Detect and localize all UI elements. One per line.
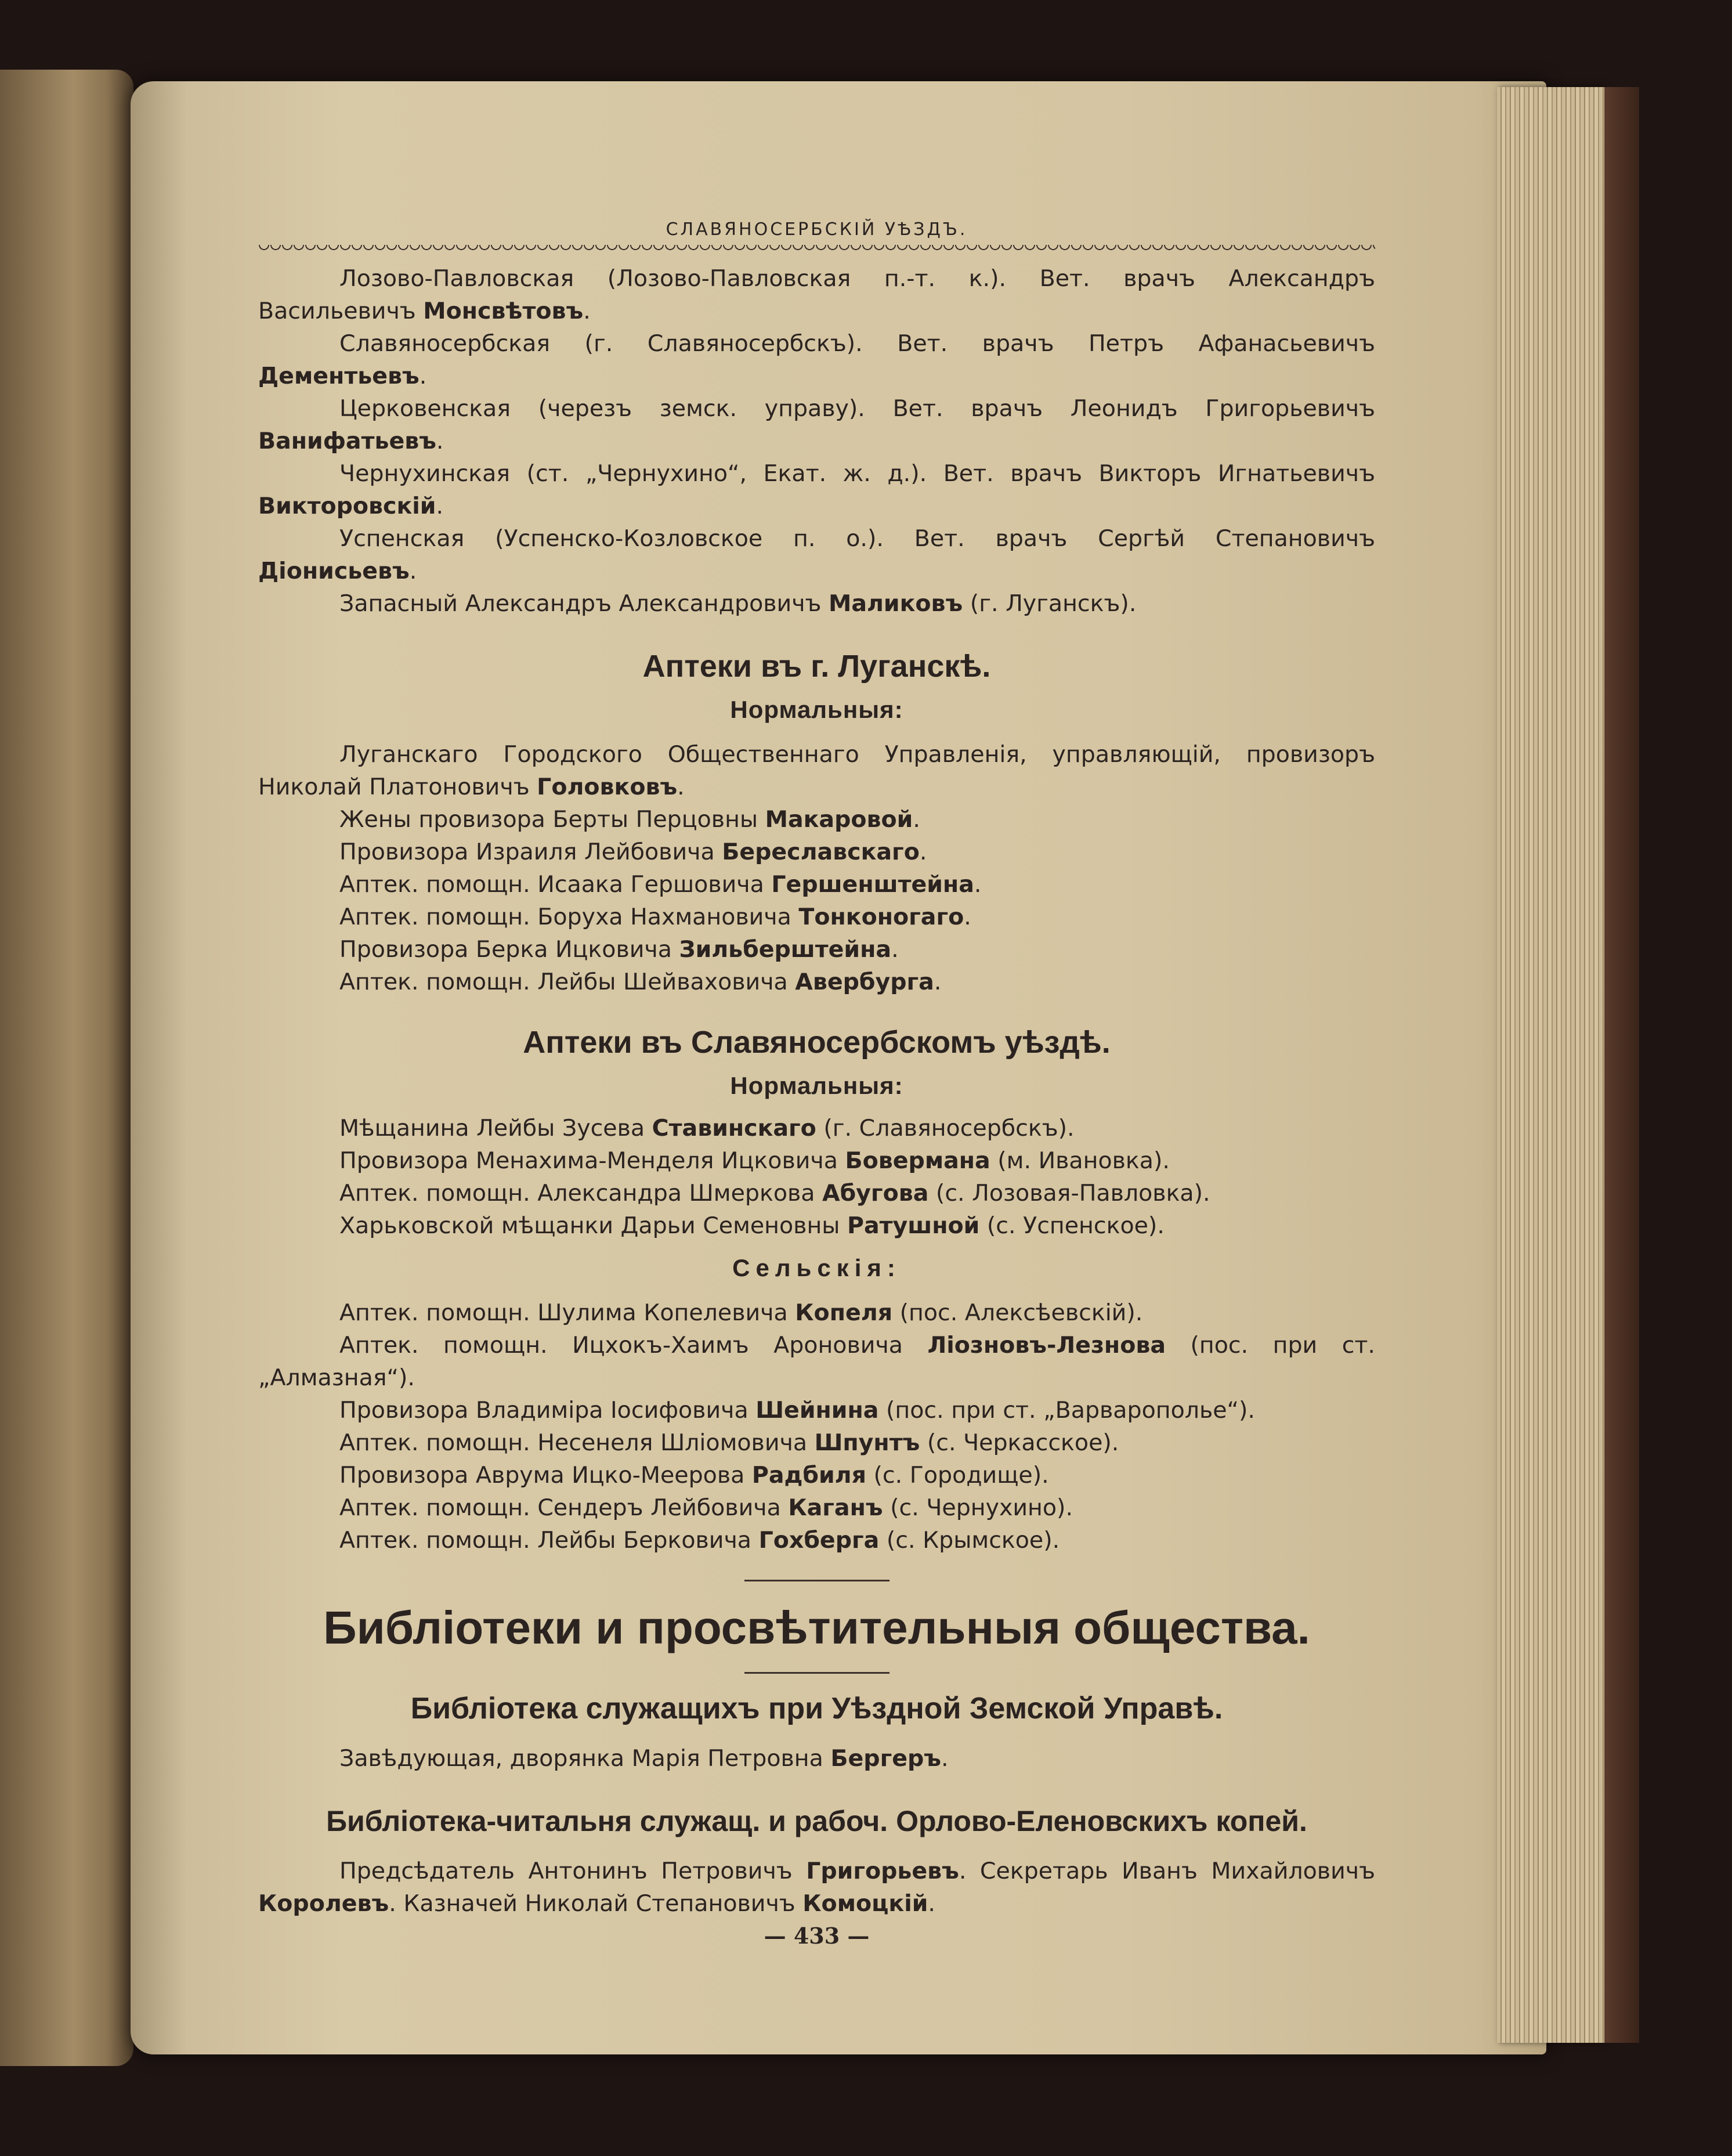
library-entry: Предсѣдатель Антонинъ Петровичъ Григорьевъ. Секретарь Иванъ Михайловичъ Королевъ. Казначей Николай Степановичъ Комоцкій. xyxy=(258,1858,1375,1917)
section-heading-libraries: Библіотеки и просвѣтительныя общества. xyxy=(323,1602,1310,1653)
page-content xyxy=(258,215,1375,1991)
vet-entry: Славяносербская (г. Славяносербскъ). Вет. врачъ Петръ Афанасьевичъ Дементьевъ. xyxy=(258,330,1375,389)
page-stack-edges xyxy=(1497,87,1604,2043)
pharmacy-entry: Луганскаго Городского Общественнаго Управленія, управляющій, провизоръ Николай Платоновичъ Головковъ. xyxy=(258,741,1375,800)
pharmacy-entry: Провизора Аврума Ицко-Меерова Радбиля (с. Городище). xyxy=(339,1462,1049,1489)
pharmacy-entry: Аптек. помощн. Александра Шмеркова Абугова (с. Лозовая-Павловка). xyxy=(339,1180,1210,1207)
left-page-edge xyxy=(0,70,133,2066)
book-cover-edge xyxy=(1604,87,1639,2043)
library-title: Библіотека служащихъ при Уѣздной Земской Управѣ. xyxy=(410,1692,1223,1725)
pharmacy-entry: Аптек. помощн. Сендеръ Лейбовича Каганъ (с. Чернухино). xyxy=(339,1494,1073,1521)
wavy-rule xyxy=(258,245,1375,257)
subheading-normal: Нормальныя: xyxy=(730,696,903,723)
section-heading-lugansk: Аптеки въ г. Луганскѣ. xyxy=(642,649,991,684)
pharmacy-entry: Жены провизора Берты Перцовны Макаровой. xyxy=(339,806,920,833)
pharmacy-entry: Харьковской мѣщанки Дарьи Семеновны Ратушной (с. Успенское). xyxy=(339,1212,1165,1239)
page-number: — 433 — xyxy=(764,1923,870,1949)
pharmacy-entry: Аптек. помощн. Шулима Копелевича Копеля (пос. Алексѣевскій). xyxy=(339,1299,1143,1326)
subheading-normal: Нормальныя: xyxy=(730,1072,903,1099)
pharmacy-entry: Аптек. помощн. Лейбы Шейваховича Авербурга. xyxy=(339,969,942,995)
library-title: Библіотека-читальня служащ. и рабоч. Орлово-Еленовскихъ копей. xyxy=(326,1805,1307,1837)
pharmacy-entry: Провизора Израиля Лейбовича Береславскаго. xyxy=(339,839,927,865)
vet-entry: Лозово-Павловская (Лозово-Павловская п.-т. к.). Вет. врачъ Александръ Васильевичъ Монсвѣтовъ. xyxy=(258,265,1375,324)
pharmacy-entry: Провизора Берка Ицковича Зильберштейна. xyxy=(339,936,899,963)
vet-entry: Запасный Александръ Александровичъ Маликовъ (г. Луганскъ). xyxy=(339,590,1137,617)
section-heading-uezd: Аптеки въ Славяносербскомъ уѣздѣ. xyxy=(523,1025,1111,1060)
vet-entry: Чернухинская (ст. „Чернухино“, Екат. ж. д.). Вет. врачъ Викторъ Игнатьевичъ Викторовскій. xyxy=(258,460,1375,519)
pharmacy-entry: Провизора Владиміра Іосифовича Шейнина (пос. при ст. „Варваропольe“). xyxy=(339,1397,1255,1424)
subheading-rural: Сельскія: xyxy=(732,1254,901,1281)
pharmacy-entry: Аптек. помощн. Боруха Нахмановича Тонконогаго. xyxy=(339,904,971,930)
vet-entry: Церковенская (черезъ земск. управу). Вет. врачъ Леонидъ Григорьевичъ Ванифатьевъ. xyxy=(258,395,1375,454)
vet-entry: Успенская (Успенско-Козловское п. о.). Вет. врачъ Сергѣй Степановичъ Діонисьевъ. xyxy=(258,525,1375,584)
pharmacy-entry: Аптек. помощн. Несенеля Шліомовича Шпунтъ (с. Черкасское). xyxy=(339,1429,1119,1456)
pharmacy-entry: Аптек. помощн. Лейбы Берковича Гохберга (с. Крымское). xyxy=(339,1527,1060,1554)
pharmacy-entry: Провизора Менахима-Менделя Ицковича Бовермана (м. Ивановка). xyxy=(339,1147,1170,1174)
pharmacy-entry: Мѣщанина Лейбы Зусева Ставинскаго (г. Славяносербскъ). xyxy=(339,1115,1075,1142)
pharmacy-entry: Аптек. помощн. Исаака Гершовича Гершенштейна. xyxy=(339,871,982,898)
running-head: СЛАВЯНОСЕРБСКІЙ УѢЗДЪ. xyxy=(666,219,968,240)
library-entry: Завѣдующая, дворянка Марія Петровна Бергеръ. xyxy=(339,1745,949,1772)
pharmacy-entry: Аптек. помощн. Ицхокъ-Хаимъ Ароновича Ліозновъ-Лезнова (пос. при ст. „Алмазная“). xyxy=(258,1332,1375,1391)
